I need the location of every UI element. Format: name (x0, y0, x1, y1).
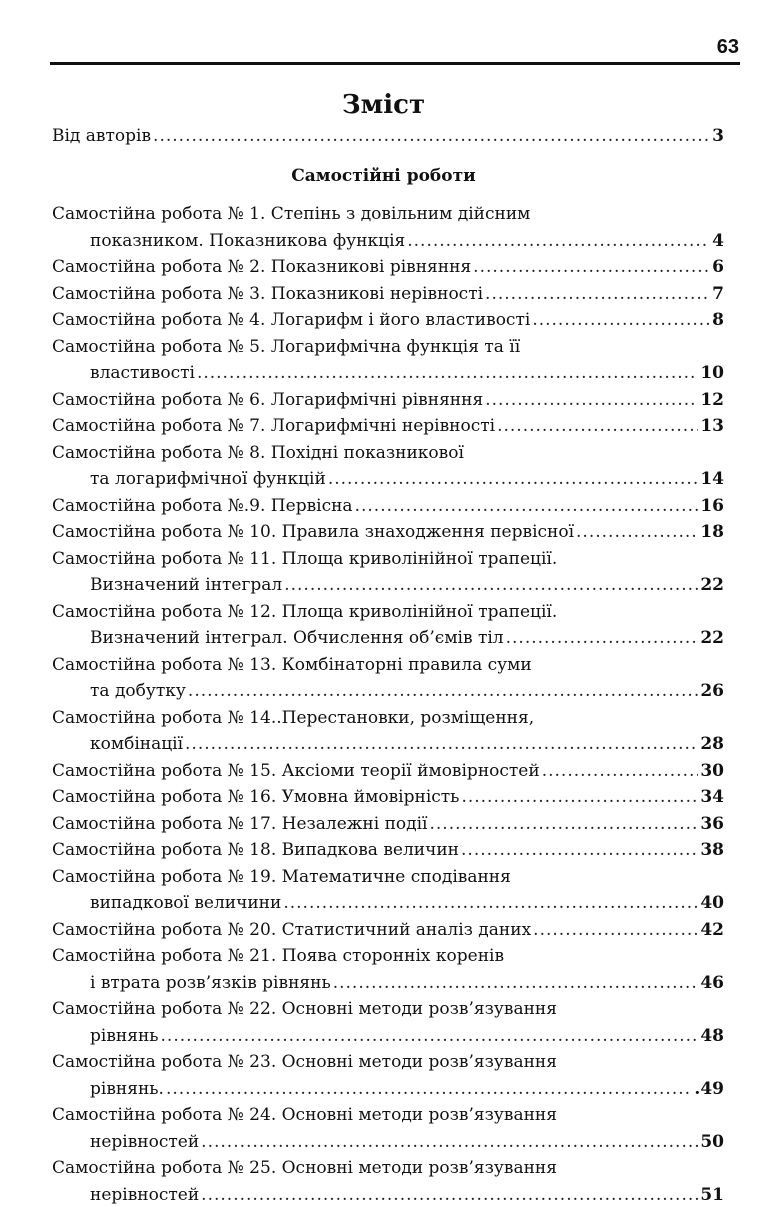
toc-entry-heading: Самостійна робота № 24. Основні методи розв’язування (52, 1105, 557, 1125)
toc-entry-page: 10 (700, 363, 724, 383)
toc-entry-text: Самостійна робота № 2. Показникові рівняння (52, 257, 472, 277)
toc-entry-page: 34 (700, 787, 724, 807)
toc-entry-text: нерівностей (90, 1184, 200, 1205)
toc-leader-dots (497, 414, 698, 438)
toc-entry (52, 759, 724, 783)
toc-entry-page: 7 (712, 283, 724, 304)
toc-entry-text: Самостійна робота № 15. Аксіоми теорії ймовірностей (52, 760, 540, 781)
toc-entry-text: рівнянь. (90, 1078, 164, 1099)
toc-entry-page: 40 (700, 893, 724, 913)
toc-entry (52, 388, 724, 412)
toc-entry-page: 38 (700, 840, 724, 860)
toc-entry (52, 520, 724, 544)
toc-entry-text: Самостійна робота № 4. Логарифм і його властивості (52, 310, 531, 330)
toc-entry-heading: Самостійна робота № 11. Площа криволінійної трапеції. (52, 548, 558, 569)
toc-entry-text: Самостійна робота № 6. Логарифмічні рівняння (52, 389, 484, 410)
toc-entry-text: Самостійна робота № 7. Логарифмічні нерівності (52, 416, 496, 436)
toc-leader-dots (461, 838, 698, 862)
toc-leader-dots (533, 918, 698, 942)
toc-entry-page: 50 (700, 1131, 724, 1152)
toc-entry-page: 22 (700, 628, 724, 648)
toc-entry-text: Самостійна робота № 16. Умовна ймовірність (52, 787, 460, 807)
toc-leader-dots (161, 1024, 699, 1048)
toc-entry (90, 1077, 724, 1101)
toc-entry-heading: Самостійна робота № 5. Логарифмічна функція та її (52, 336, 521, 357)
toc-entry-page: 51 (700, 1184, 724, 1205)
page-title: Зміст (341, 90, 426, 120)
toc-entry-intro (52, 124, 724, 148)
toc-entry-page: .49 (694, 1078, 724, 1099)
toc-entry-text: показником. Показникова функція (90, 230, 406, 251)
toc-entry (52, 785, 724, 809)
toc-entry (52, 494, 724, 518)
toc-entry (90, 891, 724, 915)
toc-leader-dots (153, 124, 710, 148)
toc-entry-text: Визначений інтеграл (90, 575, 283, 595)
toc-entry-text: і втрата розв’язків рівнянь (90, 972, 331, 993)
toc-entry (90, 229, 724, 253)
toc-leader-dots (201, 1183, 698, 1207)
toc-entry (90, 626, 724, 650)
toc-entry-page: 36 (700, 813, 724, 834)
toc-entry-page: 14 (700, 469, 724, 489)
toc-entry-page: 28 (700, 734, 724, 754)
toc-entry (90, 1024, 724, 1048)
toc-entry (52, 918, 724, 942)
toc-leader-dots (166, 1077, 692, 1101)
toc-entry (52, 282, 724, 306)
toc-leader-dots (185, 732, 698, 756)
toc-entry-page: 26 (700, 681, 724, 701)
toc-entry-heading: Самостійна робота № 12. Площа криволінійної трапеції. (52, 601, 558, 622)
toc-entry-page: 30 (700, 760, 724, 781)
toc-entry (90, 679, 724, 703)
toc-entry-page: 6 (712, 257, 724, 277)
toc-entry (52, 308, 724, 332)
toc-leader-dots (284, 573, 698, 597)
toc-entry-heading: Самостійна робота № 25. Основні методи розв’язування (52, 1158, 557, 1178)
toc-entry-heading: Самостійна робота № 23. Основні методи розв’язування (52, 1052, 557, 1072)
toc-leader-dots (201, 1130, 698, 1154)
toc-entry-heading: Самостійна робота № 21. Поява сторонніх коренів (52, 946, 505, 966)
toc-entry-heading: Самостійна робота № 19. Математичне сподівання (52, 866, 511, 887)
toc-entry-heading: Самостійна робота № 8. Похідні показникової (52, 442, 464, 463)
toc-entry-heading: Самостійна робота № 22. Основні методи розв’язування (52, 999, 557, 1019)
toc-leader-dots (542, 759, 699, 783)
toc-entry (52, 255, 724, 279)
toc-leader-dots (333, 971, 699, 995)
toc-leader-dots (328, 467, 699, 491)
toc-entry-page: 42 (700, 919, 724, 940)
toc-entry-page: 46 (700, 972, 724, 993)
toc-entry (90, 971, 724, 995)
toc-leader-dots (485, 282, 710, 306)
toc-entry-page: 3 (712, 126, 724, 146)
toc-entry (90, 573, 724, 597)
toc-leader-dots (188, 679, 698, 703)
toc-entry (52, 812, 724, 836)
toc-entry (90, 1130, 724, 1154)
toc-entry-text: Самостійна робота № 20. Статистичний аналіз даних (52, 919, 532, 940)
toc-leader-dots (430, 812, 699, 836)
toc-entry-text: та логарифмічної функцій (90, 469, 326, 489)
toc-leader-dots (355, 494, 699, 518)
toc-leader-dots (485, 388, 698, 412)
toc-entry-page: 16 (700, 495, 724, 516)
toc-entry-text: випадкової величини (90, 893, 282, 913)
toc-entry-text: Самостійна робота № 3. Показникові нерівності (52, 283, 484, 304)
toc-leader-dots (197, 361, 698, 385)
toc-entry-text: Самостійна робота № 18. Випадкова величин (52, 840, 460, 860)
toc-entry (52, 838, 724, 862)
toc-leader-dots (407, 229, 710, 253)
page-number: 63 (716, 36, 739, 58)
toc-entry-text: Самостійна робота № 10. Правила знаходження первісної (52, 522, 575, 542)
toc-entry-page: 4 (712, 230, 724, 251)
toc-entry-text: Визначений інтеграл. Обчислення об’ємів тіл (90, 628, 504, 648)
toc-leader-dots (532, 308, 710, 332)
toc-entry-text: Самостійна робота № 17. Незалежні події (52, 813, 428, 834)
toc-entry-heading: Самостійна робота № 1. Степінь з довільним дійсним (52, 204, 531, 224)
toc-leader-dots (576, 520, 698, 544)
toc-leader-dots (461, 785, 698, 809)
toc-entry (90, 732, 724, 756)
toc-leader-dots (506, 626, 699, 650)
section-title: Самостійні роботи (291, 166, 476, 186)
toc-entry-text: Самостійна робота №.9. Первісна (52, 495, 353, 516)
toc-leader-dots (283, 891, 698, 915)
toc-entry (90, 467, 724, 491)
toc-entry-heading: Самостійна робота № 13. Комбінаторні правила суми (52, 654, 532, 675)
toc-entry-page: 13 (700, 416, 724, 436)
toc-entry-text: рівнянь (90, 1025, 159, 1046)
toc-entry-page: 48 (700, 1025, 724, 1046)
toc-entry-text: та добутку (90, 681, 186, 701)
toc-entry (52, 414, 724, 438)
toc-entry-page: 22 (700, 575, 724, 595)
toc-entry-text: нерівностей (90, 1131, 200, 1152)
toc-entry-page: 8 (712, 310, 724, 330)
toc-entry-text: комбінації (90, 734, 184, 754)
toc-leader-dots (473, 255, 710, 279)
toc-entry-page: 12 (700, 389, 724, 410)
toc-entry (90, 361, 724, 385)
toc-entry-text: Від авторів (52, 126, 152, 146)
toc-entry (90, 1183, 724, 1207)
toc-entry-heading: Самостійна робота № 14..Перестановки, розміщення, (52, 707, 535, 728)
toc-entry-page: 18 (700, 522, 724, 542)
header-rule (50, 62, 740, 65)
toc-entry-text: властивості (90, 363, 195, 383)
